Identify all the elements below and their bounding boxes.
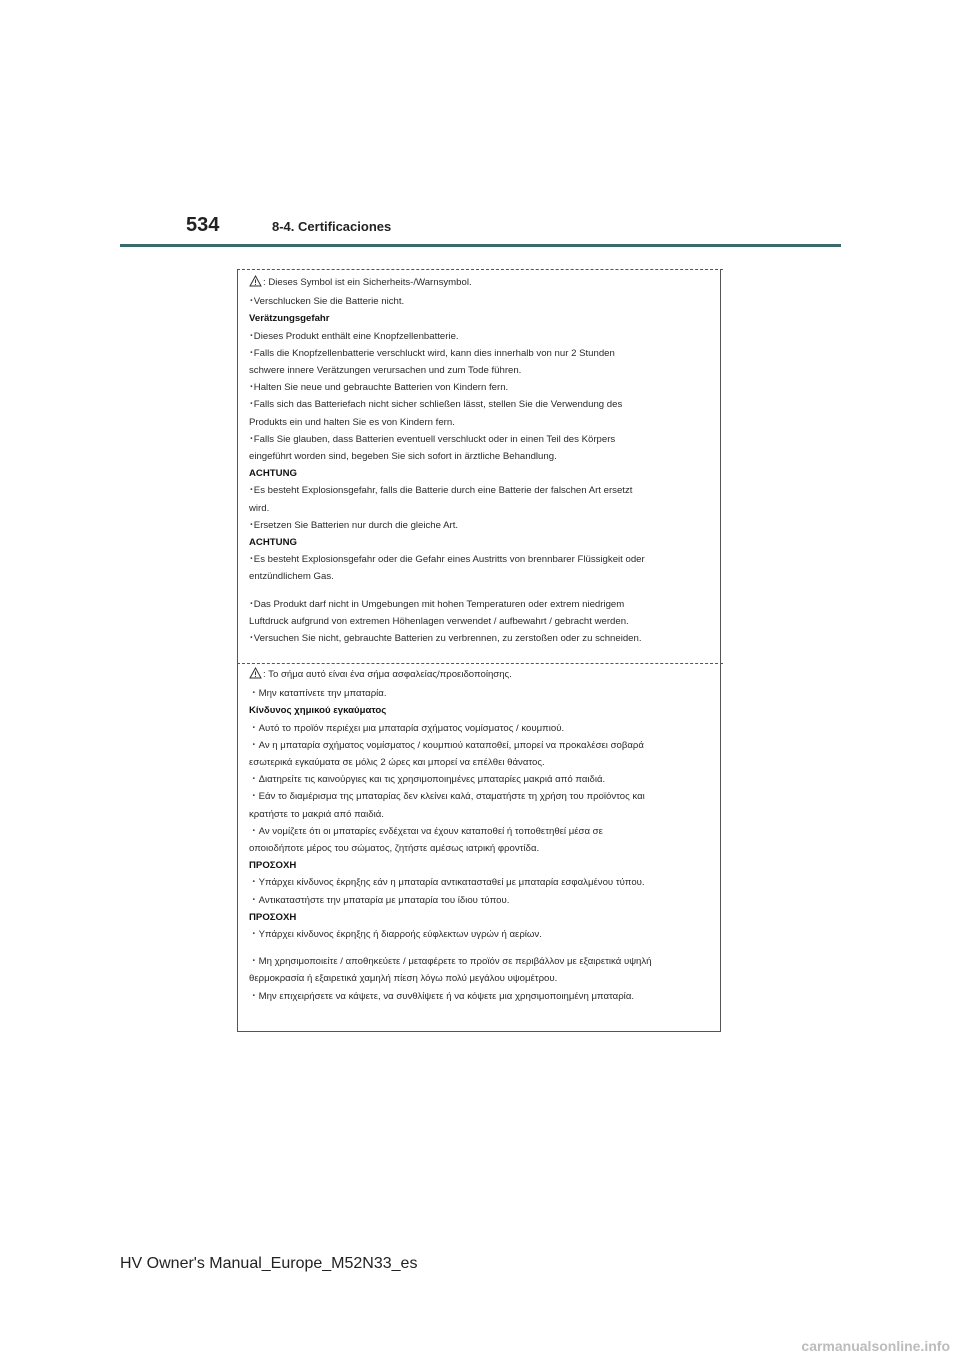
warning-line — [249, 613, 711, 630]
line-text: ･Falls sich das Batteriefach nicht sicher schließen lässt, stellen Sie die Verwendung des — [249, 399, 623, 411]
line-text: : Dieses Symbol ist ein Sicherheits-/Warnsymbol. — [263, 277, 472, 288]
warning-triangle-icon — [249, 667, 262, 685]
warning-line — [249, 988, 711, 1005]
greek-warning-text — [249, 666, 711, 1005]
line-text: Produkts ein und halten Sie es von Kindern fern. — [249, 416, 455, 428]
line-text: ・Εάν το διαμέρισμα της μπαταρίας δεν κλείνει καλά, σταματήστε τη χρήση του προϊόντος και — [249, 791, 645, 803]
line-text: ･Halten Sie neue und gebrauchte Batterien von Kindern fern. — [249, 382, 509, 394]
warning-line — [249, 788, 711, 805]
line-text: ΠΡΟΣΟΧΗ — [249, 860, 297, 872]
line-text: θερμοκρασία ή εξαιρετικά χαμηλή πίεση λόγω πολύ μεγάλου υψομέτρου. — [249, 973, 558, 985]
line-text: ・Μη χρησιμοποιείτε / αποθηκεύετε / μεταφέρετε το προϊόν σε περιβάλλον με εξαιρετικά υψηλή — [249, 956, 652, 968]
line-text: ACHTUNG — [249, 537, 297, 549]
warning-heading — [249, 310, 711, 327]
line-text: ･Das Produkt darf nicht in Umgebungen mit hohen Temperaturen oder extrem niedrigem — [249, 598, 625, 610]
warning-line — [249, 771, 711, 788]
warning-line — [249, 274, 711, 293]
line-text: ･Verschlucken Sie die Batterie nicht. — [249, 296, 405, 308]
line-text: ･Es besteht Explosionsgefahr oder die Gefahr eines Austritts von brennbarer Flüssigkeit oder — [249, 554, 645, 566]
warning-line — [249, 754, 711, 771]
warning-line — [249, 482, 711, 499]
line-text: ・Αντικαταστήστε την μπαταρία με μπαταρία του ίδιου τύπου. — [249, 894, 510, 906]
warning-line — [249, 396, 711, 413]
warning-line — [249, 293, 711, 310]
warning-line — [249, 431, 711, 448]
warning-heading — [249, 465, 711, 482]
line-text: ・Μην καταπίνετε την μπαταρία. — [249, 688, 387, 700]
line-text: ・Μην επιχειρήσετε να κάψετε, να συνθλίψετε ή να κόψετε μια χρησιμοποιημένη μπαταρία. — [249, 990, 635, 1002]
warning-line — [249, 737, 711, 754]
warning-heading — [249, 909, 711, 926]
language-divider — [237, 663, 723, 664]
line-text: εσωτερικά εγκαύματα σε μόλις 2 ώρες και μπορεί να επέλθει θάνατος. — [249, 757, 545, 769]
line-text: κρατήστε το μακριά από παιδιά. — [249, 808, 384, 820]
german-warning-text — [249, 274, 711, 647]
warning-line — [249, 345, 711, 362]
line-text: ･Ersetzen Sie Batterien nur durch die gleiche Art. — [249, 519, 459, 531]
line-text: entzündlichem Gas. — [249, 571, 334, 583]
warning-line — [249, 926, 711, 943]
warning-line — [249, 630, 711, 647]
warning-heading — [249, 702, 711, 719]
warning-line — [249, 500, 711, 517]
warning-line — [249, 414, 711, 431]
warning-line — [249, 874, 711, 891]
manual-identifier: HV Owner's Manual_Europe_M52N33_es — [120, 1255, 418, 1272]
line-text: ･Dieses Produkt enthält eine Knopfzellenbatterie. — [249, 330, 459, 342]
header-divider — [120, 244, 841, 247]
warning-line — [249, 953, 711, 970]
line-text: : Το σήμα αυτό είναι ένα σήμα ασφαλείας/προειδοποίησης. — [263, 669, 512, 680]
line-text: ･Falls Sie glauben, dass Batterien eventuell verschluckt oder in einen Teil des Körpers — [249, 433, 616, 445]
warning-line — [249, 448, 711, 465]
line-text: ・Αυτό το προϊόν περιέχει μια μπαταρία σχήματος νομίσματος / κουμπιού. — [249, 722, 565, 734]
warning-line — [249, 362, 711, 379]
warning-heading — [249, 857, 711, 874]
line-text: Luftdruck aufgrund von extremen Höhenlagen verwendet / aufbewahrt / gebracht werden. — [249, 615, 629, 627]
warning-line — [249, 666, 711, 685]
line-text: ΠΡΟΣΟΧΗ — [249, 911, 297, 923]
line-text: ・Αν η μπαταρία σχήματος νομίσματος / κουμπιού καταποθεί, μπορεί να προκαλέσει σοβαρά — [249, 739, 644, 751]
line-text: eingeführt worden sind, begeben Sie sich sofort in ärztliche Behandlung. — [249, 451, 557, 463]
warning-line — [249, 840, 711, 857]
line-text: ・Διατηρείτε τις καινούργιες και τις χρησιμοποιημένες μπαταρίες μακριά από παιδιά. — [249, 774, 606, 786]
line-text: Κίνδυνος χημικού εγκαύματος — [249, 705, 387, 717]
line-text: wird. — [249, 502, 270, 514]
warning-line — [249, 806, 711, 823]
warning-line — [249, 720, 711, 737]
line-text: ･Falls die Knopfzellenbatterie verschluckt wird, kann dies innerhalb von nur 2 Stunden — [249, 347, 615, 359]
warning-heading — [249, 534, 711, 551]
warning-line — [249, 596, 711, 613]
line-text: schwere innere Verätzungen verursachen und zum Tode führen. — [249, 365, 522, 377]
line-text: ACHTUNG — [249, 468, 297, 480]
paragraph-gap — [249, 586, 711, 596]
paragraph-gap — [249, 943, 711, 953]
section-title: 8-4. Certificaciones — [272, 219, 392, 234]
warning-line — [249, 685, 711, 702]
warning-line — [249, 551, 711, 568]
warning-line — [249, 568, 711, 585]
line-text: ･Versuchen Sie nicht, gebrauchte Batterien zu verbrennen, zu zerstoßen oder zu schneiden. — [249, 633, 642, 645]
line-text: ・Υπάρχει κίνδυνος έκρηξης ή διαρροής εύφλεκτων υγρών ή αερίων. — [249, 929, 542, 941]
line-text: ・Υπάρχει κίνδυνος έκρηξης εάν η μπαταρία αντικατασταθεί με μπαταρία εσφαλμένου τύπου. — [249, 877, 645, 889]
warning-line — [249, 970, 711, 987]
line-text: οποιοδήποτε μέρος του σώματος, ζητήστε αμέσως ιατρική φροντίδα. — [249, 843, 540, 855]
warning-triangle-icon — [249, 275, 262, 293]
page-number: 534 — [186, 214, 220, 236]
warning-line — [249, 328, 711, 345]
warning-line — [249, 517, 711, 534]
line-text: ・Αν νομίζετε ότι οι μπαταρίες ενδέχεται να έχουν καταποθεί ή τοποθετηθεί μέσα σε — [249, 825, 603, 837]
warning-line — [249, 823, 711, 840]
watermark: carmanualsonline.info — [801, 1338, 950, 1354]
warning-line — [249, 379, 711, 396]
line-text: ･Es besteht Explosionsgefahr, falls die Batterie durch eine Batterie der falschen Art ersetzt — [249, 485, 633, 497]
line-text: Verätzungsgefahr — [249, 313, 330, 325]
warning-line — [249, 892, 711, 909]
